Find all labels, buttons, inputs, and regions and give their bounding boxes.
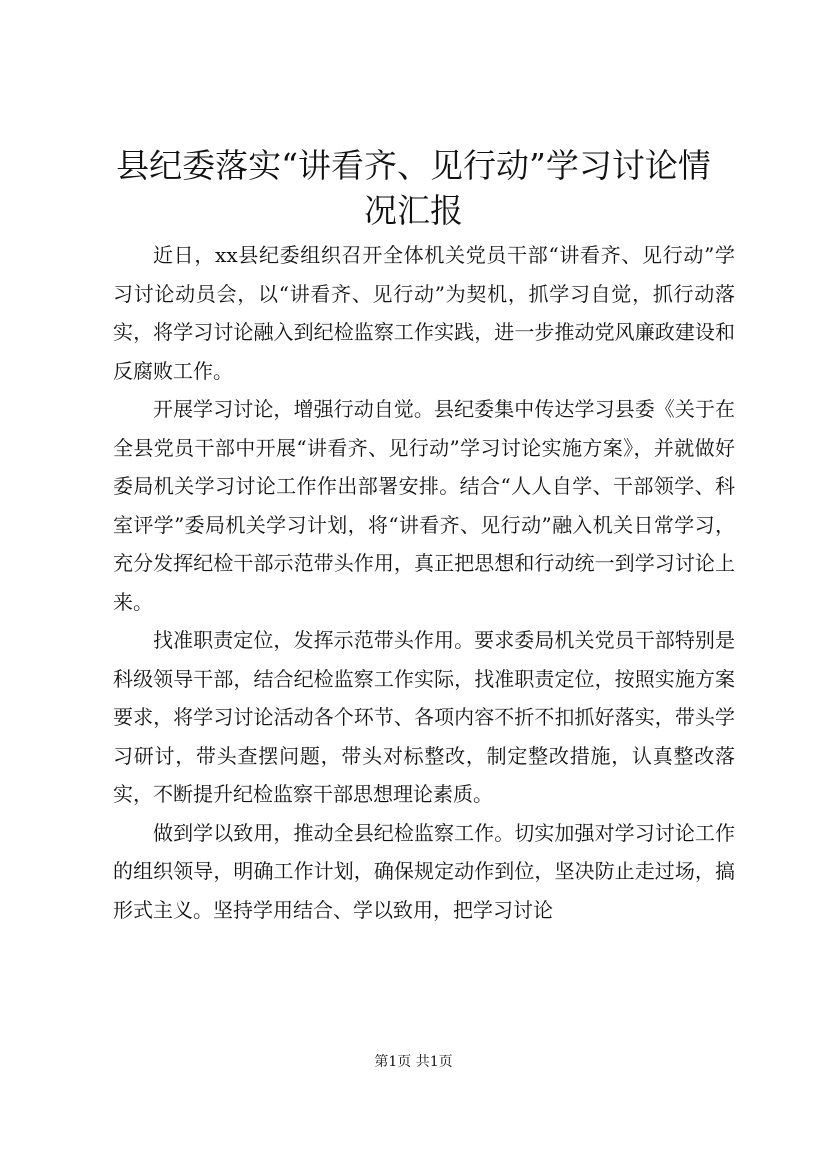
paragraph-4: 做到学以致用，推动全县纪检监察工作。切实加强对学习讨论工作的组织领导，明确工作计划，确保规定动作到位，坚决防止走过场，搞形式主义。坚持学用结合、学以致用，把学习讨论 <box>113 820 735 922</box>
document-title: 县纪委落实“讲看齐、见行动”学习讨论情况汇报 <box>116 146 711 230</box>
document-body <box>113 236 735 929</box>
paragraph-1: 近日，xx县纪委组织召开全体机关党员干部“讲看齐、见行动”学习讨论动员会，以“讲看齐、见行动”为契机，抓学习自觉，抓行动落实，将学习讨论融入到纪检监察工作实践，进一步推动党风廉政建设和反腐败工作。 <box>113 243 735 383</box>
paragraph-2: 开展学习讨论，增强行动自觉。县纪委集中传达学习县委《关于在全县党员干部中开展“讲看齐、见行动”学习讨论实施方案》，并就做好委局机关学习讨论工作作出部署安排。结合“人人自学、干部领学、科室评学”委局机关学习计划，将“讲看齐、见行动”融入机关日常学习，充分发挥纪检干部示范带头作用，真正把思想和行动统一到学习讨论上来。 <box>113 397 735 614</box>
page-number-footer: 第1页 共1页 <box>374 1054 453 1070</box>
paragraph-3: 找准职责定位，发挥示范带头作用。要求委局机关党员干部特别是科级领导干部，结合纪检监察工作实际，找准职责定位，按照实施方案要求，将学习讨论活动各个环节、各项内容不折不扣抓好落实，带头学习研讨，带头查摆问题，带头对标整改，制定整改措施，认真整改落实，不断提升纪检监察干部思想理论素质。 <box>113 628 735 806</box>
